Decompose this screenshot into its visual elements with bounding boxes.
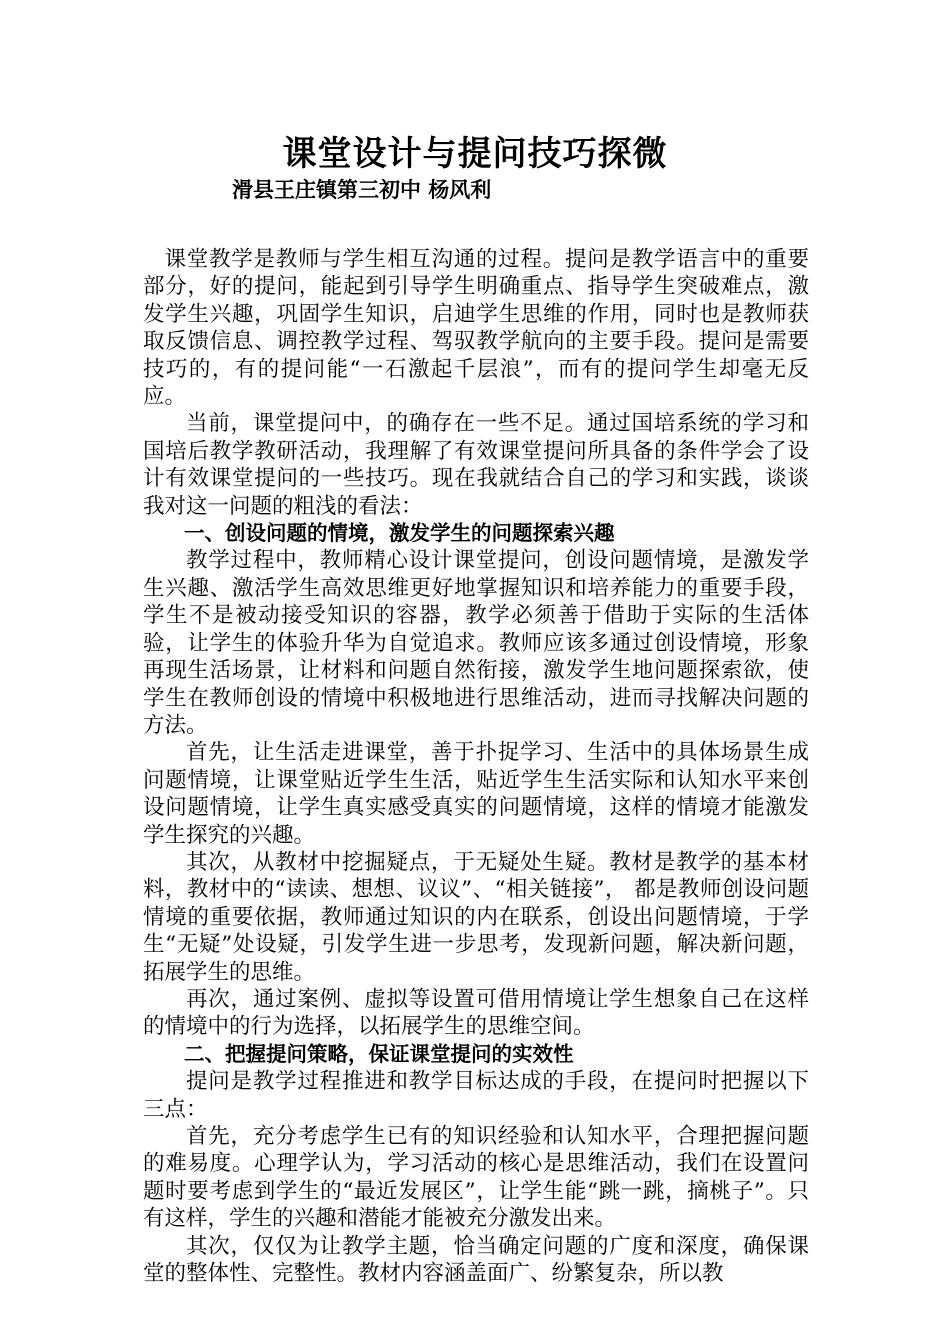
paragraph: 其次，仅仅为让教学主题，恰当确定问题的广度和深度，确保课堂的整体性、完整性。教材内容涵盖面广、纷繁复杂，所以教 [143, 1233, 809, 1287]
section-heading: 一、创设问题的情境，激发学生的问题探索兴趣 [184, 521, 615, 546]
paragraph: 再次，通过案例、虚拟等设置可借用情境让学生想象自己在这样的情境中的行为选择，以拓展学生的思维空间。 [143, 986, 809, 1040]
section-heading: 二、把握提问策略，保证课堂提问的实效性 [184, 1041, 574, 1066]
document-title: 课堂设计与提问技巧探微 [282, 134, 668, 174]
paragraph: 其次，从教材中挖掘疑点，于无疑处生疑。教材是教学的基本材料，教材中的“读读、想想、议议”、“相关链接”， 都是教师创设问题情境的重要依据，教师通过知识的内在联系，创设出问题情境，于学生“无疑”处设疑，引发学生进一步思考，发现新问题，解决新问题，拓展学生的思维。 [143, 849, 809, 985]
paragraph: 首先，充分考虑学生已有的知识经验和认知水平，合理把握问题的难易度。心理学认为，学习活动的核心是思维活动，我们在设置问题时要考虑到学生的“最近发展区”，让学生能“跳一跳，摘桃子”。只有这样，学生的兴趣和潜能才能被充分激发出来。 [143, 1124, 810, 1232]
paragraph: 教学过程中，教师精心设计课堂提问，创设问题情境，是激发学生兴趣、激活学生高效思维更好地掌握知识和培养能力的重要手段，学生不是被动接受知识的容器，教学必须善于借助于实际的生活体验，让学生的体验升华为自觉追求。教师应该多通过创设情境，形象再现生活场景，让材料和问题自然衔接，激发学生地问题探索欲，使学生在教师创设的情境中积极地进行思维活动，进而寻找解决问题的方法。 [143, 548, 809, 738]
paragraph: 首先，让生活走进课堂，善于扑捉学习、生活中的具体场景生成问题情境，让课堂贴近学生生活，贴近学生生活实际和认知水平来创设问题情境，让学生真实感受真实的问题情境，这样的情境才能激发学生探究的兴趣。 [143, 740, 809, 848]
document-body [143, 246, 809, 1287]
paragraph: 当前，课堂提问中，的确存在一些不足。通过国培系统的学习和国培后教学教研活动，我理解了有效课堂提问所具备的条件学会了设计有效课堂提问的一些技巧。现在我就结合自己的学习和实践，谈谈我对这一问题的粗浅的看法： [143, 411, 809, 519]
paragraph: 课堂教学是教师与学生相互沟通的过程。提问是教学语言中的重要部分，好的提问，能起到引导学生明确重点、指导学生突破难点，激发学生兴趣，巩固学生知识，启迪学生思维的作用，同时也是教师获取反馈信息、调控教学过程、驾驭教学航向的主要手段。提问是需要技巧的，有的提问能“一石激起千层浪”，而有的提问学生却毫无反应。 [143, 247, 809, 410]
document-author: 滑县王庄镇第三初中 杨风利 [232, 178, 492, 202]
paragraph: 提问是教学过程推进和教学目标达成的手段，在提问时把握以下三点： [143, 1069, 809, 1122]
